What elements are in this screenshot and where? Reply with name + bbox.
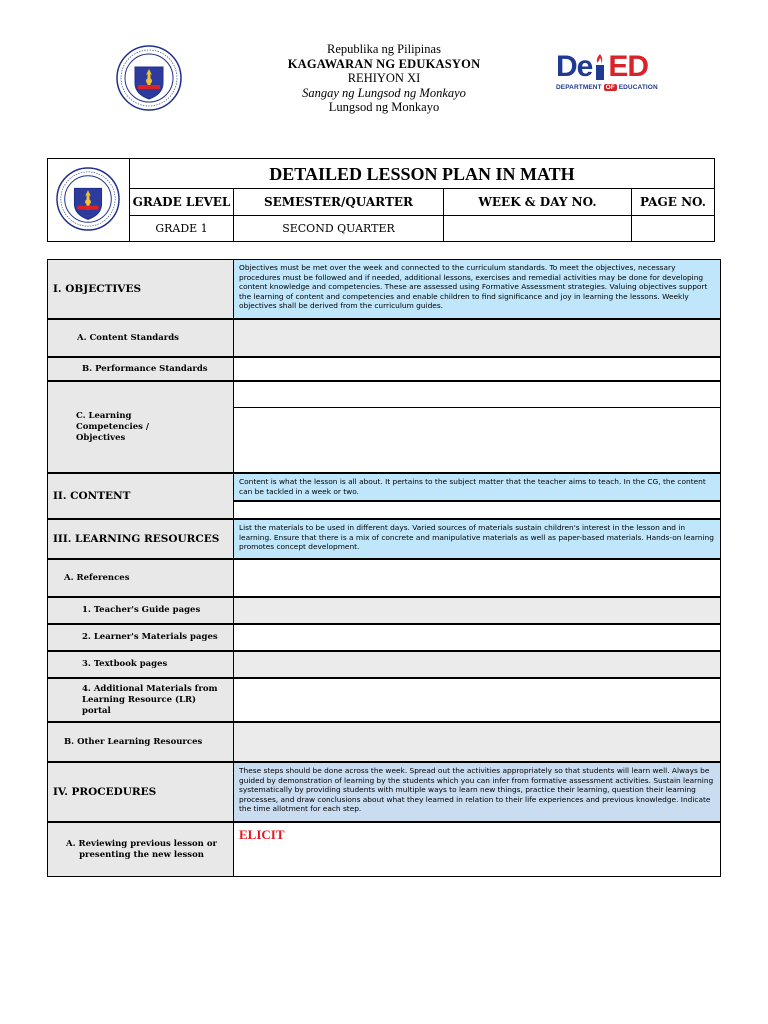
learning-resources-label: III. LEARNING RESOURCES bbox=[47, 519, 233, 559]
content-field[interactable] bbox=[233, 501, 721, 519]
teachers-guide-label: 1. Teacher's Guide pages bbox=[47, 597, 233, 624]
page-no-value[interactable] bbox=[632, 216, 714, 241]
procedures-note: These steps should be done across the week. Spread out the activities appropriately so that students will learn well. Always be guided by demonstration of learning by the students which you can infer from formative assessment activities. Sustain learning systematically by providing students with multiple ways to learn new things, practice their learning, question their learning processes, and draw conclusions about what they learned in relation to their life experiences and previous knowledge. Indicate the time allotment for each step. bbox=[233, 762, 721, 822]
learning-resources-row bbox=[47, 519, 721, 559]
letterhead-country: Republika ng Pilipinas bbox=[327, 42, 441, 56]
header-seal-cell bbox=[48, 159, 130, 241]
procedures-label: IV. PROCEDURES bbox=[47, 762, 233, 822]
learners-materials-field[interactable] bbox=[233, 624, 721, 651]
page-title: DETAILED LESSON PLAN IN MATH bbox=[130, 159, 714, 189]
deped-torch-icon bbox=[593, 52, 607, 82]
deped-logo-dep: De bbox=[556, 50, 593, 83]
other-resources-row bbox=[47, 722, 721, 762]
procedures-row bbox=[47, 762, 721, 822]
teachers-guide-row bbox=[47, 597, 721, 624]
semester-quarter-value[interactable]: SECOND QUARTER bbox=[234, 216, 444, 241]
content-standards-row bbox=[47, 319, 721, 357]
deped-logo bbox=[556, 52, 666, 102]
grade-level-value[interactable]: GRADE 1 bbox=[130, 216, 234, 241]
content-row bbox=[47, 473, 721, 519]
content-label: II. CONTENT bbox=[47, 473, 233, 519]
performance-standards-field[interactable] bbox=[233, 357, 721, 381]
additional-materials-label: 4. Additional Materials from Learning Resource (LR) portal bbox=[47, 678, 233, 722]
references-row bbox=[47, 559, 721, 597]
additional-materials-row bbox=[47, 678, 721, 722]
references-field[interactable] bbox=[233, 559, 721, 597]
letterhead-city: Lungsod ng Monkayo bbox=[328, 100, 440, 114]
reviewing-row bbox=[47, 822, 721, 877]
deped-sub-department: DEPARTMENT bbox=[556, 84, 602, 91]
learning-resources-note: List the materials to be used in different days. Varied sources of materials sustain children's interest in the lesson and in learning. Ensure that there is a mix of concrete and manipulative materials as well as paper-based materials. Hands-on learning promotes concept development. bbox=[233, 519, 721, 559]
objectives-label: I. OBJECTIVES bbox=[47, 259, 233, 319]
objectives-row bbox=[47, 259, 721, 319]
letterhead-agency: KAGAWARAN NG EDUKASYON bbox=[287, 56, 481, 71]
elicit-heading: ELICIT bbox=[239, 827, 285, 842]
content-note: Content is what the lesson is all about. It pertains to the subject matter that the teacher aims to teach. In the CG, the content can be tackled in a week or two. bbox=[233, 473, 721, 501]
week-day-value[interactable] bbox=[444, 216, 632, 241]
deped-sub-education: EDUCATION bbox=[618, 84, 658, 91]
letterhead-division: Sangay ng Lungsod ng Monkayo bbox=[302, 85, 466, 100]
deped-logo-subtitle bbox=[556, 84, 666, 91]
lesson-plan-header bbox=[47, 158, 715, 242]
reviewing-field[interactable] bbox=[233, 822, 721, 877]
additional-materials-field[interactable] bbox=[233, 678, 721, 722]
textbook-label: 3. Textbook pages bbox=[47, 651, 233, 678]
letterhead-region: REHIYON XI bbox=[347, 71, 421, 85]
learners-materials-label: 2. Learner's Materials pages bbox=[47, 624, 233, 651]
header-col-semester-quarter: SEMESTER/QUARTER bbox=[234, 188, 444, 216]
textbook-row bbox=[47, 651, 721, 678]
deped-seal-icon bbox=[56, 167, 120, 231]
performance-standards-row bbox=[47, 357, 721, 381]
content-standards-field[interactable] bbox=[233, 319, 721, 357]
deped-sub-of: OF bbox=[605, 84, 615, 91]
header-col-page-no: PAGE NO. bbox=[632, 188, 714, 216]
learners-materials-row bbox=[47, 624, 721, 651]
references-label: A. References bbox=[47, 559, 233, 597]
learning-competencies-label: C. Learning Competencies / Objectives bbox=[47, 381, 233, 473]
content-standards-label: A. Content Standards bbox=[47, 319, 233, 357]
learning-competencies-field-2[interactable] bbox=[233, 407, 721, 473]
performance-standards-label: B. Performance Standards bbox=[47, 357, 233, 381]
other-resources-field[interactable] bbox=[233, 722, 721, 762]
teachers-guide-field[interactable] bbox=[233, 597, 721, 624]
objectives-note: Objectives must be met over the week and connected to the curriculum standards. To meet the objectives, necessary procedures must be followed and if needed, additional lessons, exercises and remedial activities may be done for developing content knowledge and competencies. These are assessed using Formative Assessment strategies. Valuing objectives support the learning of content and competencies and enable children to find significance and joy in learning the lessons. Weekly objectives shall be derived from the curriculum guides. bbox=[233, 259, 721, 319]
other-resources-label: B. Other Learning Resources bbox=[47, 722, 233, 762]
deped-logo-ed: ED bbox=[608, 50, 649, 83]
header-col-grade-level: GRADE LEVEL bbox=[130, 188, 234, 216]
reviewing-label: A. Reviewing previous lesson or presenting the new lesson bbox=[47, 822, 233, 877]
textbook-field[interactable] bbox=[233, 651, 721, 678]
header-col-week-day: WEEK & DAY NO. bbox=[444, 188, 632, 216]
learning-competencies-field-1[interactable] bbox=[233, 381, 721, 408]
learning-competencies-row bbox=[47, 381, 721, 473]
